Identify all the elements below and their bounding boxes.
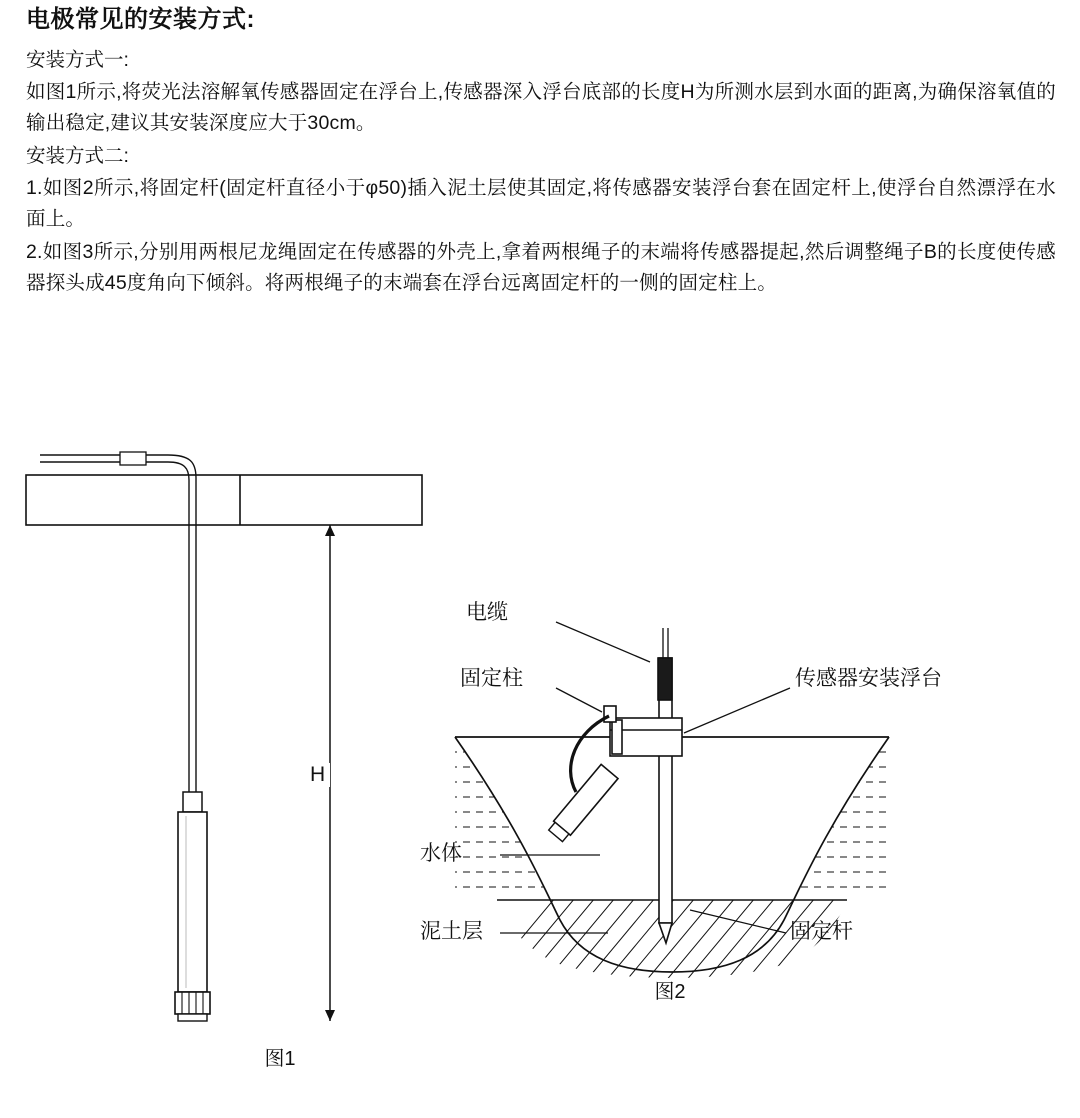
figure2-label-water-body: 水体 xyxy=(420,842,462,865)
figure-2-drawing xyxy=(0,400,1080,1118)
figure1-caption: 图1 xyxy=(264,1048,296,1070)
figure2-label-fixing-post: 固定柱 xyxy=(460,667,523,690)
figure2-label-mud-layer: 泥土层 xyxy=(420,920,483,943)
paragraph-install-method-2-item-2: 2.如图3所示,分别用两根尼龙绳固定在传感器的外壳上,拿着两根绳子的末端将传感器提起,然后调整绳子B的长度使传感器探头成45度角向下倾斜。将两根绳子的末端套在浮台远离固定杆的一侧的固定柱上。 xyxy=(26,240,1056,295)
figure2-caption: 图2 xyxy=(654,981,686,1003)
figure2-label-fixing-rod: 固定杆 xyxy=(790,920,853,943)
paragraph-install-method-1-body: 如图1所示,将荧光法溶解氧传感器固定在浮台上,传感器深入浮台底部的长度H为所测水层到水面的距离,为确保溶氧值的输出稳定,建议其安装深度应大于30cm。 xyxy=(26,80,1056,135)
paragraph-install-method-1-heading: 安装方式一: xyxy=(26,49,129,72)
figure2-label-cable: 电缆 xyxy=(466,601,508,624)
figure2-label-float-platform: 传感器安装浮台 xyxy=(795,667,942,690)
figures-area xyxy=(0,400,1080,1118)
text-content xyxy=(26,0,1056,301)
paragraph-install-method-2-item-1: 1.如图2所示,将固定杆(固定杆直径小于φ50)插入泥土层使其固定,将传感器安装浮台套在固定杆上,使浮台自然漂浮在水面上。 xyxy=(26,176,1056,231)
paragraph-install-method-2-heading: 安装方式二: xyxy=(26,144,129,167)
page-title: 电极常见的安装方式: xyxy=(26,6,255,33)
figure1-dimension-label: H xyxy=(305,763,330,787)
